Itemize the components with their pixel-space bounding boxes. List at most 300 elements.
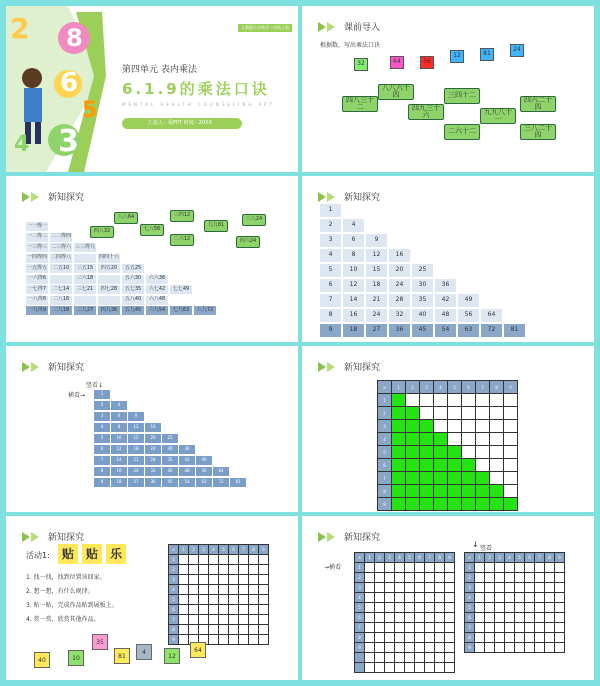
grid-cell	[490, 446, 504, 459]
grid-cell	[462, 446, 476, 459]
grid-cell	[392, 498, 406, 511]
grid-cell	[490, 472, 504, 485]
grid-cell	[199, 585, 209, 595]
grid-cell	[189, 615, 199, 625]
grid-cell	[395, 653, 405, 663]
grid-cell	[445, 623, 455, 633]
rhyme-cell: 七七49	[170, 285, 192, 294]
grid-cell	[406, 420, 420, 433]
rhyme-cell	[50, 275, 72, 284]
product-cell: 8	[94, 467, 110, 476]
product-cell: 5	[94, 434, 110, 443]
slide-title: 新知探究	[48, 533, 85, 543]
grid-cell	[525, 623, 535, 633]
grid-header-cell: 2	[406, 381, 420, 394]
rhyme-cell: 一八得8	[26, 296, 48, 305]
grid-cell	[495, 633, 505, 643]
grid-cell	[405, 593, 415, 603]
grid-cell	[425, 613, 435, 623]
grid-cell	[179, 635, 189, 645]
activity-label: 活动1:	[26, 551, 50, 560]
grid-header-cell: 5	[448, 381, 462, 394]
slide-header	[22, 360, 84, 373]
grid-cell	[392, 459, 406, 472]
slide-two-grids[interactable]	[302, 516, 594, 680]
grid-header-cell: 1	[365, 553, 375, 563]
product-cell: 63	[458, 324, 479, 337]
product-cell: 6	[94, 445, 110, 454]
grid-cell	[485, 563, 495, 573]
grid-cell	[209, 585, 219, 595]
grid-cell	[535, 603, 545, 613]
grid-cell	[525, 613, 535, 623]
grid-cell	[504, 433, 518, 446]
grid-cell	[545, 643, 555, 653]
grid-cell	[395, 613, 405, 623]
grid-cell	[415, 643, 425, 653]
grid-cell	[448, 394, 462, 407]
grid-header-cell: 9	[445, 553, 455, 563]
grid-cell	[385, 573, 395, 583]
product-cell: 8	[343, 249, 364, 262]
grid-cell	[365, 573, 375, 583]
grid-header-cell: 9	[259, 545, 269, 555]
grid-cell	[239, 585, 249, 595]
grid-header-cell: 9	[465, 643, 475, 653]
product-cell: 18	[343, 324, 364, 337]
instruction: 根据数，写出乘法口诀	[320, 42, 381, 49]
grid-cell	[239, 605, 249, 615]
rhyme-cell: 一三得三	[26, 243, 48, 252]
product-cell: 40	[412, 309, 433, 322]
grid-cell	[415, 613, 425, 623]
grid-cell	[476, 446, 490, 459]
grid-cell	[555, 623, 565, 633]
grid-header-cell: ×	[378, 381, 392, 394]
grid-cell	[555, 613, 565, 623]
number-tile: 64	[190, 642, 206, 658]
grid-header-cell: 6	[525, 553, 535, 563]
slide-product-arrows[interactable]	[6, 346, 298, 512]
grid-cell	[229, 615, 239, 625]
product-cell: 6	[343, 234, 364, 247]
grid-cell	[209, 575, 219, 585]
product-cell: 35	[162, 456, 178, 465]
grid-cell	[375, 653, 385, 663]
grid-cell	[434, 498, 448, 511]
grid-header-cell: 8	[378, 485, 392, 498]
grid-cell	[375, 613, 385, 623]
grid-cell	[405, 573, 415, 583]
grid-cell	[229, 565, 239, 575]
grade-tag: 人教版小学数学二年级上册	[238, 24, 292, 32]
grid-cell	[495, 583, 505, 593]
grid-header-cell: 3	[199, 545, 209, 555]
rhyme-cell: 三三得九	[74, 243, 96, 252]
number-tile: 24	[510, 44, 524, 57]
grid-cell	[505, 643, 515, 653]
grid-cell	[415, 603, 425, 613]
grid-cell	[420, 407, 434, 420]
grid-header-cell: 8	[490, 381, 504, 394]
grid-cell	[259, 625, 269, 635]
grid-cell	[495, 643, 505, 653]
grid-cell	[365, 623, 375, 633]
grid-cell	[504, 498, 518, 511]
grid-cell	[406, 485, 420, 498]
rhyme-card: 八八64	[114, 212, 138, 224]
grid-cell	[209, 625, 219, 635]
grid-cell	[445, 633, 455, 643]
rhyme-card: 三八24	[242, 214, 266, 226]
grid-cell	[490, 498, 504, 511]
grid-cell	[249, 565, 259, 575]
grid-cell	[189, 605, 199, 615]
product-cell: 30	[412, 279, 433, 292]
grid-cell	[505, 603, 515, 613]
grid-header-cell: 7	[355, 623, 365, 633]
grid-cell	[209, 595, 219, 605]
slide-header	[318, 360, 380, 373]
grid-cell	[485, 593, 495, 603]
grid-cell	[199, 575, 209, 585]
product-cell: 12	[128, 423, 144, 432]
grid-header-cell: ×	[355, 553, 365, 563]
rhyme-cell: 七九63	[170, 306, 192, 315]
rhyme-cell: 五六30	[122, 275, 144, 284]
grid-cell	[505, 563, 515, 573]
product-cell: 36	[435, 279, 456, 292]
grid-cell	[495, 593, 505, 603]
grid-cell	[535, 643, 545, 653]
grid-cell	[415, 573, 425, 583]
chevron-icon	[22, 192, 42, 202]
grid-cell	[239, 595, 249, 605]
rhyme-cell: 五五25	[122, 264, 144, 273]
product-cell: 14	[343, 294, 364, 307]
chevron-icon	[318, 362, 338, 372]
chevron-icon	[318, 22, 338, 32]
product-cell: 20	[145, 434, 161, 443]
product-cell: 16	[343, 309, 364, 322]
grid-cell	[229, 575, 239, 585]
grid-cell	[375, 663, 385, 673]
grid-cell	[515, 573, 525, 583]
grid-header-cell: 5	[169, 595, 179, 605]
grid-cell	[420, 420, 434, 433]
grid-cell	[249, 635, 259, 645]
grid-header-cell: 2	[378, 407, 392, 420]
slide-title: 新知探究	[48, 363, 85, 373]
grid-cell	[365, 653, 375, 663]
grid-cell	[420, 459, 434, 472]
grid-cell	[425, 603, 435, 613]
grid-cell	[420, 498, 434, 511]
grid-cell	[505, 633, 515, 643]
grid-cell	[406, 394, 420, 407]
grid-cell	[189, 585, 199, 595]
grid-cell	[385, 613, 395, 623]
rhyme-cell: 一六得6	[26, 275, 48, 284]
grid-header-cell: 8	[249, 545, 259, 555]
chevron-icon	[22, 362, 42, 372]
grid-cell	[375, 593, 385, 603]
product-cell: 81	[504, 324, 525, 337]
grid-cell	[219, 625, 229, 635]
grid-cell	[179, 575, 189, 585]
grid-cell	[448, 407, 462, 420]
grid-cell	[199, 605, 209, 615]
grid-cell	[462, 459, 476, 472]
grid-cell	[219, 635, 229, 645]
grid-cell	[445, 653, 455, 663]
grid-header-cell: 5	[355, 603, 365, 613]
rhyme-cell: 八九72	[194, 306, 216, 315]
grid-cell	[485, 583, 495, 593]
grid-cell	[415, 663, 425, 673]
grid-cell	[490, 459, 504, 472]
across-label: →横看	[324, 564, 342, 571]
grid-cell	[189, 565, 199, 575]
product-cell: 54	[179, 478, 195, 487]
grid-cell	[179, 585, 189, 595]
grid-cell	[385, 583, 395, 593]
grid-cell	[415, 593, 425, 603]
grid-header-cell: 1	[392, 381, 406, 394]
slide-green-grid[interactable]	[302, 346, 594, 512]
grid-cell	[445, 573, 455, 583]
product-cell: 6	[111, 412, 127, 421]
grid-cell	[385, 653, 395, 663]
rhyme-cell: 二三得六	[50, 243, 72, 252]
grid-cell	[462, 407, 476, 420]
deco-digit: 6	[60, 68, 79, 98]
grid-cell	[476, 485, 490, 498]
product-cell: 8	[320, 309, 341, 322]
product-cell: 2	[320, 219, 341, 232]
grid-cell	[375, 643, 385, 653]
grid-cell	[535, 583, 545, 593]
grid-cell	[405, 663, 415, 673]
down-arrow-icon: ↓	[472, 540, 479, 549]
rhyme-cell: 一二得二	[26, 233, 48, 242]
grid-cell	[462, 394, 476, 407]
grid-cell	[365, 593, 375, 603]
grid-cell	[495, 573, 505, 583]
unit-title: 第四单元 表内乘法	[122, 65, 197, 75]
grid-cell	[385, 563, 395, 573]
across-label: 横看→	[68, 392, 86, 399]
grid-header-cell: 5	[515, 553, 525, 563]
page-title: 6.1.9的乘法口诀	[122, 80, 270, 98]
grid-cell	[219, 555, 229, 565]
grid-header-cell: 8	[545, 553, 555, 563]
grid-cell	[249, 555, 259, 565]
slide-header	[318, 530, 380, 543]
slide-title: 新知探究	[344, 533, 381, 543]
number-tile: 12	[164, 648, 180, 664]
rhyme-cell: 二四得八	[50, 254, 72, 263]
grid-cell	[420, 485, 434, 498]
grid-header-cell: 5	[378, 446, 392, 459]
grid-header-cell: 8	[435, 553, 445, 563]
grid-header-cell: 6	[378, 459, 392, 472]
grid-cell	[395, 593, 405, 603]
grid-header-cell: 3	[378, 420, 392, 433]
grid-cell	[490, 485, 504, 498]
grid-header-cell: 4	[395, 553, 405, 563]
product-cell: 63	[196, 478, 212, 487]
number-tile: 12	[450, 50, 464, 63]
grid-cell	[375, 623, 385, 633]
grid-header-cell: 7	[378, 472, 392, 485]
slide-title: 新知探究	[344, 363, 381, 373]
subtitle: MENTAL HEALTH COUNSELING PPT	[122, 102, 275, 107]
product-cell: 4	[94, 423, 110, 432]
grid-cell	[435, 603, 445, 613]
grid-cell	[490, 420, 504, 433]
product-cell: 4	[320, 249, 341, 262]
grid-cell	[545, 603, 555, 613]
product-cell: 9	[94, 478, 110, 487]
grid-cell	[434, 446, 448, 459]
grid-cell	[405, 613, 415, 623]
rhyme-card: 七八56	[140, 224, 164, 236]
grid-cell	[415, 583, 425, 593]
product-cell: 15	[128, 434, 144, 443]
grid-cell	[445, 613, 455, 623]
grid-cell	[219, 565, 229, 575]
grid-cell	[385, 663, 395, 673]
rhyme-cell	[74, 296, 96, 305]
grid-cell	[490, 394, 504, 407]
product-cell: 36	[145, 478, 161, 487]
product-cell: 56	[196, 467, 212, 476]
grid-cell	[535, 633, 545, 643]
grid-cell	[434, 459, 448, 472]
grid-header-cell: 6	[462, 381, 476, 394]
slide-cover[interactable]	[6, 6, 298, 172]
product-cell: 16	[389, 249, 410, 262]
grid-cell	[434, 420, 448, 433]
slide-header	[318, 20, 380, 33]
grid-cell	[259, 615, 269, 625]
grid-cell	[435, 573, 445, 583]
grid-cell	[229, 635, 239, 645]
product-cell: 28	[389, 294, 410, 307]
grid-cell	[425, 623, 435, 633]
grid-cell	[505, 623, 515, 633]
grid-cell	[179, 595, 189, 605]
grid-cell	[189, 555, 199, 565]
grid-cell	[504, 485, 518, 498]
grid-cell	[495, 613, 505, 623]
grid-cell	[392, 433, 406, 446]
grid-cell	[392, 420, 406, 433]
grid-cell	[425, 663, 435, 673]
grid-cell	[504, 459, 518, 472]
rhyme-card: 四六二十四	[520, 96, 556, 112]
rhyme-card: 八八六十四	[378, 84, 414, 100]
rhyme-cell: 一五得五	[26, 264, 48, 273]
rhyme-cell: 二二得四	[50, 233, 72, 242]
rhyme-cell: 一七得7	[26, 285, 48, 294]
product-cell: 27	[366, 324, 387, 337]
grid-cell	[179, 615, 189, 625]
grid-cell	[239, 615, 249, 625]
product-cell: 24	[366, 309, 387, 322]
grid-cell	[434, 485, 448, 498]
grid-cell	[415, 563, 425, 573]
grid-cell	[476, 459, 490, 472]
slide-warmup[interactable]	[302, 6, 594, 172]
grid-cell	[545, 633, 555, 643]
grid-cell	[476, 433, 490, 446]
grid-cell	[395, 623, 405, 633]
number-tile: 36	[420, 56, 434, 69]
grid-cell	[179, 555, 189, 565]
grid-header-cell: 3	[169, 575, 179, 585]
slide-activity[interactable]	[6, 516, 298, 680]
rhyme-card: 三八二十四	[520, 124, 556, 140]
grid-cell	[406, 459, 420, 472]
grid-cell	[209, 605, 219, 615]
grid-cell	[515, 583, 525, 593]
grid-cell	[448, 459, 462, 472]
step-item: 3. 贴一贴，完成作品贴到展板上。	[26, 602, 118, 609]
product-cell: 36	[179, 445, 195, 454]
grid-cell	[385, 643, 395, 653]
grid-cell	[448, 446, 462, 459]
product-cell: 2	[94, 401, 110, 410]
grid-cell	[435, 643, 445, 653]
grid-cell	[365, 613, 375, 623]
grid-header-cell: ×	[465, 553, 475, 563]
grid-cell	[495, 603, 505, 613]
grid-cell	[392, 407, 406, 420]
slide-rhyme-table[interactable]	[6, 176, 298, 342]
grid-cell	[445, 563, 455, 573]
grid-cell	[485, 613, 495, 623]
product-cell: 54	[435, 324, 456, 337]
activity-char: 贴	[58, 544, 78, 564]
grid-cell	[504, 420, 518, 433]
grid-header-cell: 9	[555, 553, 565, 563]
grid-cell	[405, 643, 415, 653]
rhyme-card: 九九81	[204, 220, 228, 232]
product-cell: 45	[412, 324, 433, 337]
grid-cell	[395, 583, 405, 593]
grid-cell	[259, 555, 269, 565]
grid-cell	[555, 643, 565, 653]
product-cell: 12	[343, 279, 364, 292]
grid-header-cell: 3	[385, 553, 395, 563]
slide-product-table[interactable]	[302, 176, 594, 342]
product-cell: 25	[412, 264, 433, 277]
grid-header-cell: 7	[425, 553, 435, 563]
rhyme-cell: 六八48	[146, 296, 168, 305]
grid-cell	[525, 563, 535, 573]
product-cell: 4	[111, 401, 127, 410]
grid-cell	[425, 563, 435, 573]
number-tile: 32	[354, 58, 368, 71]
product-cell: 49	[196, 456, 212, 465]
grid-header-cell: 4	[169, 585, 179, 595]
activity-char: 贴	[82, 544, 102, 564]
number-tile: 81	[480, 48, 494, 61]
grid-cell	[249, 625, 259, 635]
grid-header-cell: 7	[169, 615, 179, 625]
